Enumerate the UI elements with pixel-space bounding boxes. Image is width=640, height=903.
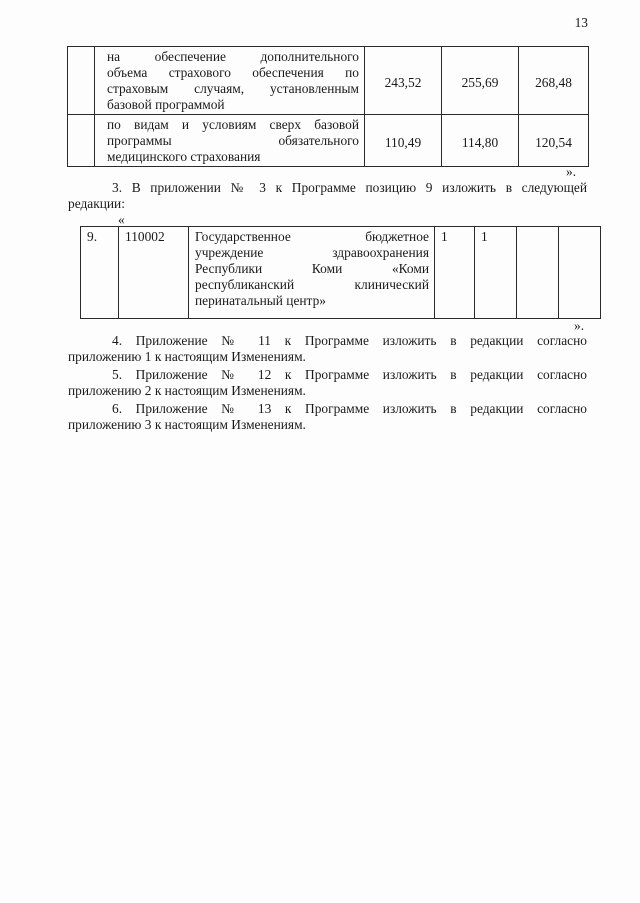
- paragraph-line: 4. Приложение № 11 к Программе изложить в редакции согласно: [112, 333, 587, 348]
- table-cell-name: [189, 227, 435, 319]
- paragraph-3: [68, 180, 587, 212]
- table-cell-value: 114,80: [442, 115, 519, 167]
- table-row: [68, 47, 589, 115]
- description-line: страховым случаям, установленным: [107, 81, 359, 96]
- description-line: на обеспечение дополнительного: [107, 49, 359, 64]
- closing-quote: ».: [566, 164, 577, 179]
- name-line: Государственное бюджетное: [195, 229, 429, 244]
- table-cell-blank: [68, 115, 95, 167]
- table-cell-value: 268,48: [519, 47, 589, 115]
- paragraph-line: приложению 3 к настоящим Изменениям.: [68, 417, 306, 432]
- paragraph-line: 6. Приложение № 13 к Программе изложить в редакции согласно: [112, 401, 587, 416]
- table-cell-value: 110,49: [365, 115, 442, 167]
- paragraph-5: [68, 367, 587, 399]
- opening-quote: «: [118, 212, 125, 227]
- paragraph-4: [68, 333, 587, 365]
- table-cell-description: [95, 47, 365, 115]
- table-row: [68, 115, 589, 167]
- description-line: медицинского страхования: [107, 149, 261, 164]
- institutions-table: [80, 226, 601, 319]
- table-cell-blank: [559, 227, 601, 319]
- table-cell-blank: [517, 227, 559, 319]
- closing-quote: ».: [574, 318, 585, 333]
- cost-norms-table: [67, 46, 589, 167]
- table-row: [81, 227, 601, 319]
- table-cell-description: [95, 115, 365, 167]
- paragraph-line: 5. Приложение № 12 к Программе изложить в редакции согласно: [112, 367, 587, 382]
- name-line: перинатальный центр»: [195, 293, 326, 308]
- table-cell-blank: [68, 47, 95, 115]
- description-line: программы обязательного: [107, 133, 359, 148]
- name-line: учреждение здравоохранения: [195, 245, 429, 260]
- name-line: республиканский клинический: [195, 277, 429, 292]
- table-cell-value: 255,69: [442, 47, 519, 115]
- paragraph-line: приложению 1 к настоящим Изменениям.: [68, 349, 306, 364]
- page-number: 13: [574, 15, 588, 30]
- description-line: базовой программой: [107, 97, 225, 112]
- table-cell-code: 110002: [119, 227, 189, 319]
- description-line: объема страхового обеспечения по: [107, 65, 359, 80]
- description-line: по видам и условиям сверх базовой: [107, 117, 359, 132]
- table-cell-flag: 1: [435, 227, 475, 319]
- table-cell-number: 9.: [81, 227, 119, 319]
- table-cell-flag: 1: [475, 227, 517, 319]
- name-line: Республики Коми «Коми: [195, 261, 429, 276]
- table-cell-value: 120,54: [519, 115, 589, 167]
- paragraph-line: приложению 2 к настоящим Изменениям.: [68, 383, 306, 398]
- table-cell-value: 243,52: [365, 47, 442, 115]
- paragraph-line: 3. В приложении № 3 к Программе позицию 9 изложить в следующей: [112, 180, 587, 195]
- paragraph-6: [68, 401, 587, 433]
- paragraph-line: редакции:: [68, 196, 125, 211]
